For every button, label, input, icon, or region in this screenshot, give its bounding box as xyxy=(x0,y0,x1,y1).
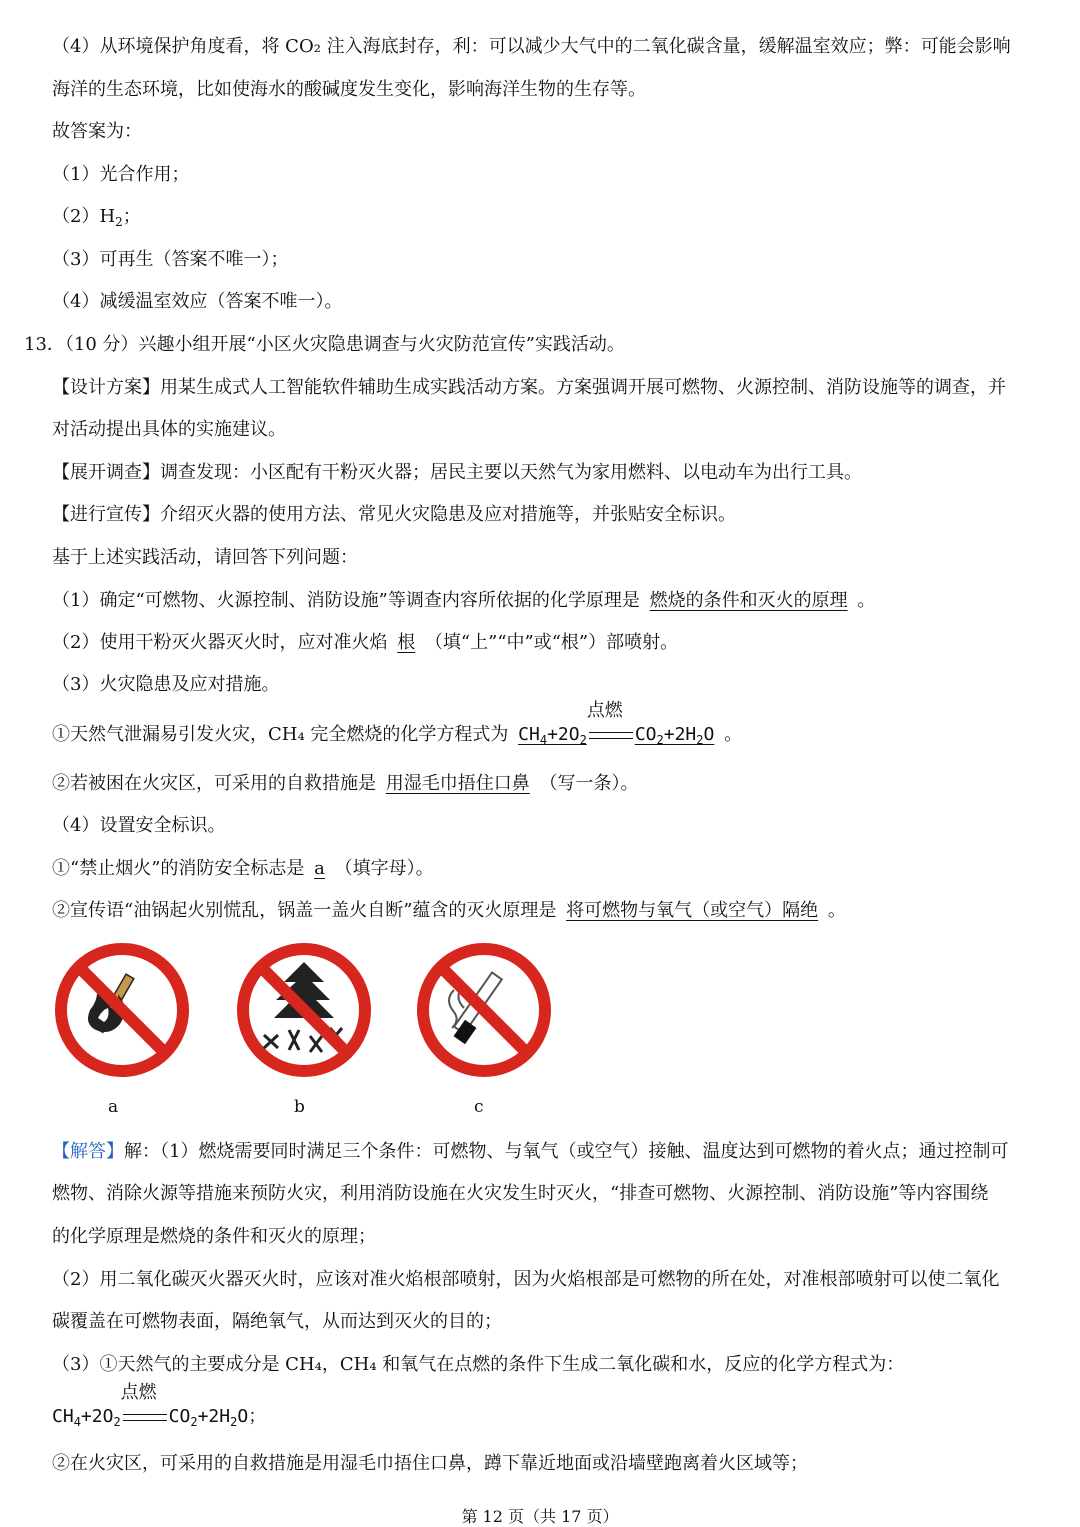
q4b-answer: 将可燃物与氧气（或空气）隔绝 xyxy=(566,900,819,921)
sign-a-no-fire-icon xyxy=(52,940,192,1080)
solution-2: （2）用二氧化碳灭火器灭火时，应该对准火焰根部喷射，因为火焰根部是可燃物的所在处，对准根部喷射可以使二氧化 xyxy=(52,1269,1000,1290)
sol1-line1: 解：（1）燃烧需要同时满足三个条件：可燃物、与氧气（或空气）接触、温度达到可燃物的着火点；通过控制可 xyxy=(124,1141,1009,1162)
q3a-text: ①天然气泄漏易引发火灾，CH₄ 完全燃烧的化学方程式为 xyxy=(52,724,509,745)
prompt-text: 基于上述实践活动，请回答下列问题： xyxy=(52,547,358,568)
para-line: 海洋的生态环境，比如使海水的酸碱度发生变化，影响海洋生物的生存等。 xyxy=(52,79,646,100)
solution-1-cont2: 的化学原理是燃烧的条件和灭火的原理； xyxy=(52,1226,376,1247)
q1-end: 。 xyxy=(857,590,876,611)
answer-4: （4）减缓温室效应（答案不唯一）。 xyxy=(52,291,343,312)
para-line: （4）从环境保护角度看，将 CO₂ 注入海底封存，利：可以减少大气中的二氧化碳含量，缓解温室效应；弊：可能会影响 xyxy=(52,36,1011,57)
publicity-text: 【进行宣传】介绍灭火器的使用方法、常见火灾隐患及应对措施等，并张贴安全标识。 xyxy=(52,504,736,525)
q1-answer: 燃烧的条件和灭火的原理 xyxy=(649,590,848,611)
solution-1-cont: 燃物、消除火源等措施来预防火灾，利用消防设施在火灾发生时灭火，“排查可燃物、火源控制、消防设施”等内容围绕 xyxy=(52,1183,989,1204)
q4b-text: ②宣传语“油锅起火别慌乱，锅盖一盖火自断”蕴含的灭火原理是 xyxy=(52,900,557,921)
sign-label-b: b xyxy=(294,1097,305,1117)
sign-b-no-fireworks-icon xyxy=(234,940,374,1080)
answer-2 xyxy=(52,204,1056,235)
sign-c-no-smoking-icon xyxy=(414,940,554,1080)
ans2-suffix: ； xyxy=(122,206,141,227)
sub-question-4: （4）设置安全标识。 xyxy=(52,815,226,836)
equation-condition: 点燃 xyxy=(120,1382,157,1403)
page-footer: 第 12 页（共 17 页） xyxy=(461,1507,619,1526)
answer-3: （3）可再生（答案不唯一）； xyxy=(52,249,289,270)
solution-tag: 【解答】 xyxy=(52,1141,124,1162)
q4a-text: ①“禁止烟火”的消防安全标志是 xyxy=(52,858,305,879)
sign-label-a: a xyxy=(108,1097,119,1117)
answer-intro: 故答案为： xyxy=(52,121,142,142)
q3b-end: （写一条）。 xyxy=(539,773,639,794)
q3b-text: ②若被困在火灾区，可采用的自救措施是 xyxy=(52,773,376,794)
sub-question-3: （3）火灾隐患及应对措施。 xyxy=(52,674,280,695)
q3b-answer: 用湿毛巾捂住口鼻 xyxy=(385,773,530,794)
q2-text: （2）使用干粉灭火器灭火时，应对准火焰 xyxy=(52,632,388,653)
survey-text: 【展开调查】调查发现：小区配有干粉灭火器；居民主要以天然气为家用燃料、以电动车为出行工具。 xyxy=(52,462,862,483)
solution-2-cont: 碳覆盖在可燃物表面，隔绝氧气，从而达到灭火的目的； xyxy=(52,1311,502,1332)
sub-question-3b xyxy=(52,771,1056,797)
equation-arrow xyxy=(589,732,633,739)
q4a-end: （填字母）。 xyxy=(334,858,434,879)
sub-question-4b xyxy=(52,898,1056,924)
solution-equation: $CH_4+2O_2$ 点燃 $CO_2+2H_2O$ xyxy=(52,1382,249,1429)
sub-question-3a xyxy=(52,700,1056,753)
q1-text: （1）确定“可燃物、火源控制、消防设施”等调查内容所依据的化学原理是 xyxy=(52,590,640,611)
q4b-end: 。 xyxy=(827,900,846,921)
q4a-answer: a xyxy=(314,858,325,879)
design-plan-cont: 对活动提出具体的实施建议。 xyxy=(52,419,286,440)
q2-end: （填“上”“中”或“根”）部喷射。 xyxy=(424,632,679,653)
sub-question-2 xyxy=(52,630,1056,656)
answer-1: （1）光合作用； xyxy=(52,164,190,185)
sol3-end: ； xyxy=(248,1406,267,1427)
equation-answer: $CH_4+2O_2$ 点燃 $CO_2+2H_2O$ xyxy=(518,700,715,747)
equation-arrow xyxy=(123,1414,167,1421)
solution-1 xyxy=(52,1139,1056,1165)
ans2-prefix: （2）H xyxy=(52,206,116,227)
sign-label-c: c xyxy=(474,1097,484,1117)
q2-answer: 根 xyxy=(397,632,416,653)
sub-question-1 xyxy=(52,588,1056,614)
question-13-title: 13．（10 分）兴趣小组开展“小区火灾隐患调查与火灾防范宣传”实践活动。 xyxy=(24,334,625,355)
q3a-end: 。 xyxy=(724,724,743,745)
safety-signs xyxy=(52,940,552,1120)
equation-condition: 点燃 xyxy=(586,700,623,721)
ans2-sub: 2 xyxy=(115,215,123,229)
design-plan: 【设计方案】用某生成式人工智能软件辅助生成实践活动方案。方案强调开展可燃物、火源控制、消防设施等的调查，并 xyxy=(52,377,1006,398)
solution-3b: ②在火灾区，可采用的自救措施是用湿毛巾捂住口鼻，蹲下靠近地面或沿墙壁跑离着火区域等； xyxy=(52,1453,808,1474)
sub-question-4a xyxy=(52,856,1056,882)
solution-3-equation xyxy=(52,1382,1056,1435)
solution-3: （3）①天然气的主要成分是 CH₄，CH₄ 和氧气在点燃的条件下生成二氧化碳和水，反应的化学方程式为： xyxy=(52,1354,905,1375)
